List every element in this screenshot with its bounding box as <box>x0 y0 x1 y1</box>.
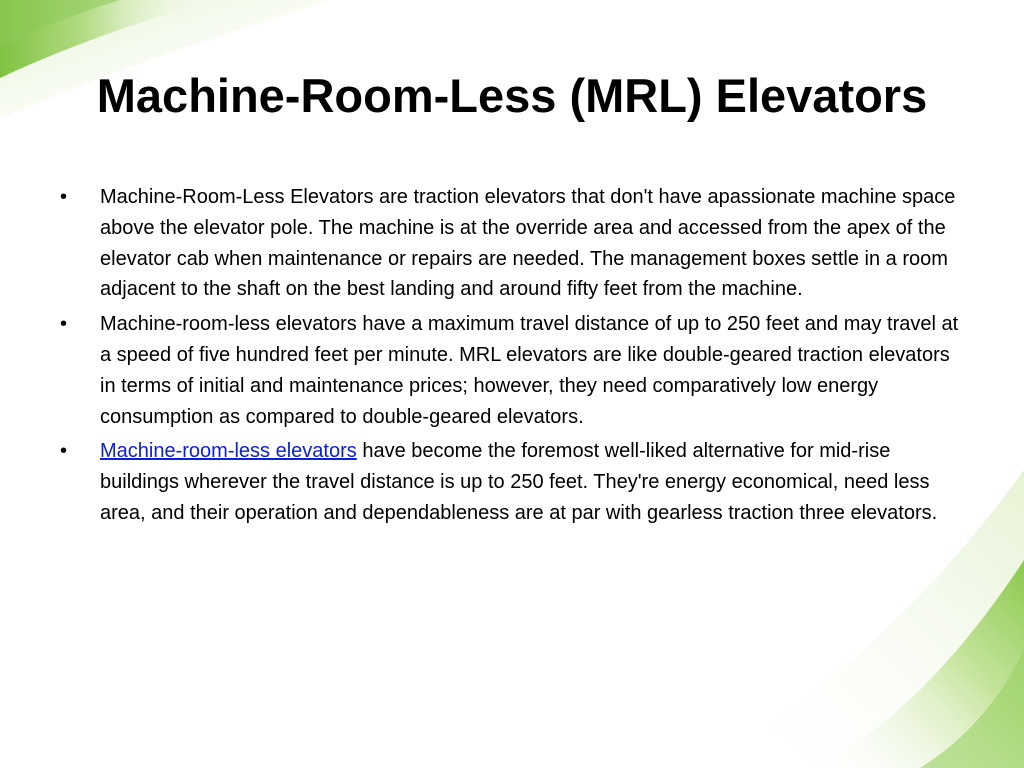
bullet-marker: • <box>60 186 68 208</box>
bullet-text: Machine-room-less elevators have a maximum travel distance of up to 250 feet and may travel at a speed of five hundred feet per minute. MRL elevators are like double-geared traction elevators in terms of initial and maintenance prices; however, they need comparatively low energy consumption as compared to double-geared elevators. <box>100 313 959 428</box>
bullet-marker: • <box>60 440 68 463</box>
mrl-elevators-link[interactable]: Machine-room-less elevators <box>100 440 357 463</box>
bullet-marker: • <box>60 313 68 336</box>
slide-title: Machine-Room-Less (MRL) Elevators <box>96 69 928 122</box>
bullet-item <box>60 309 960 432</box>
bullet-list <box>60 182 960 533</box>
bullet-item <box>60 436 960 528</box>
bullet-item <box>60 182 960 305</box>
bullet-text: have become the foremost well-liked alternative for mid-rise buildings wherever the travel distance is up to 250 feet. They're energy economical, need less area, and their operation and dependableness are at par with gearless traction three elevators. <box>100 440 938 524</box>
bullet-text: Machine-Room-Less Elevators are traction elevators that don't have apassionate machine space above the elevator pole. The machine is at the override area and accessed from the apex of the elevator cab when maintenance or repairs are needed. The management boxes settle in a room adjacent to the shaft on the best landing and around fifty feet from the machine. <box>100 186 956 301</box>
